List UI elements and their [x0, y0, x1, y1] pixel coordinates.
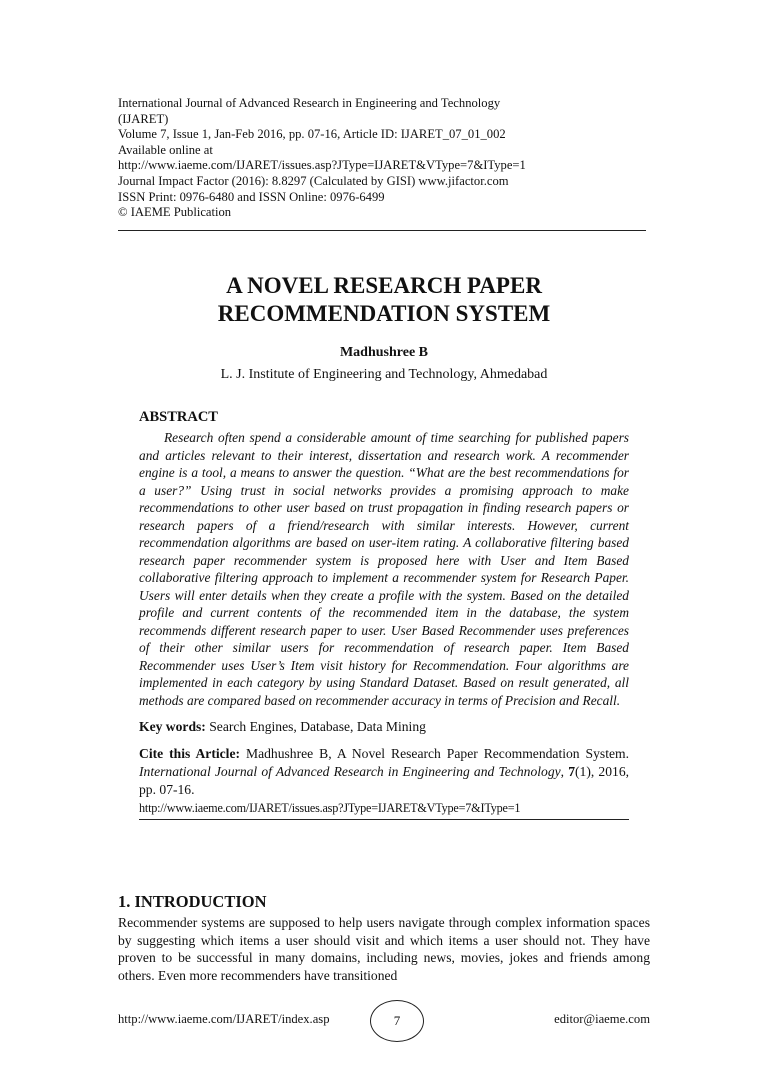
abstract-body: Research often spend a considerable amount of time searching for published papers and articles relevant to their interest, dissertation and research work. A recommender engine is a tool, a means to answer the question. “What are the best recommendations for a user?” Using trust in social networks provides a promising approach to make recommendations to other user based on trust propagation in finding research papers or research papers of a friend/research with similar interests. However, current recommendation algorithms are based on user-item rating. A collaborative filtering based research paper recommender system is proposed here with User and Item Based collaborative filtering approach to implement a recommender system for Research Paper. Users will enter details when they create a profile with the system. Based on the detailed profile and current contents of the recommended item in the database, the system recommends different research paper to user. User Based Recommender uses preferences of their other similar users for recommendation of research paper. Item Based Recommender uses User’s Item visit history for Recommendation. Four algorithms are implemented in each category by using Standard Dataset. Based on result generated, all methods are compared based on recommender accuracy in terms of Precision and Recall.: [139, 430, 629, 708]
cite-url[interactable]: http://www.iaeme.com/IJARET/issues.asp?JType=IJARET&VType=7&IType=1: [139, 801, 521, 815]
title-line-2: RECOMMENDATION SYSTEM: [217, 301, 551, 326]
cite-text: Madhushree B, A Novel Research Paper Recommendation System.: [245, 746, 629, 761]
journal-abbrev: (IJARET): [118, 111, 169, 126]
author-name: Madhushree B: [339, 345, 429, 360]
journal-name: International Journal of Advanced Research in Engineering and Technology: [118, 96, 501, 110]
page-footer: [118, 1000, 650, 1040]
keywords: [139, 718, 629, 736]
journal-header: [118, 96, 646, 231]
journal-url[interactable]: http://www.iaeme.com/IJARET/issues.asp?JType=IJARET&VType=7&IType=1: [118, 158, 526, 173]
paper-title: [118, 272, 650, 328]
keywords-label: Key words:: [139, 719, 206, 734]
introduction-section: [118, 892, 650, 984]
abstract-section: [139, 408, 629, 820]
available-online: Available online at: [118, 142, 213, 157]
page-number: 7: [370, 1000, 424, 1042]
introduction-body: Recommender systems are supposed to help users navigate through complex information spaces by suggesting which items a user should visit and which items a user should not. They have proven to be successful in many domains, including news, movies, jokes and friends among others. Even more recommenders have transitioned: [118, 915, 650, 983]
cite-label: Cite this Article:: [139, 746, 241, 761]
impact-factor: Journal Impact Factor (2016): 8.8297 (Calculated by GISI) www.jifactor.com: [118, 173, 509, 188]
issn-info: ISSN Print: 0976-6480 and ISSN Online: 0976-6499: [118, 189, 385, 204]
cite-issue: (1), 2016, pp. 07-16.: [139, 764, 630, 797]
publisher: © IAEME Publication: [118, 205, 232, 220]
citation-divider: [139, 819, 629, 820]
abstract-heading: ABSTRACT: [139, 409, 218, 425]
citation: Cite this Article: Madhushree B, A Novel Research Paper Recommendation System. International Journal of Advanced Research in Engineering and Technology, 7(1), 2016, pp. 07-16. http://www.iaeme.com/IJARET/issues.asp?JType=IJARET&VType=7&IType=1: [139, 746, 630, 815]
cite-journal: International Journal of Advanced Research in Engineering and Technology: [139, 764, 561, 779]
volume-info: Volume 7, Issue 1, Jan-Feb 2016, pp. 07-16, Article ID: IJARET_07_01_002: [118, 127, 506, 142]
header-divider: [118, 230, 646, 231]
keywords-text: Search Engines, Database, Data Mining: [209, 719, 426, 734]
footer-email[interactable]: editor@iaeme.com: [554, 1012, 650, 1026]
title-line-1: A NOVEL RESEARCH PAPER: [226, 273, 542, 298]
author-affiliation: L. J. Institute of Engineering and Technology, Ahmedabad: [220, 367, 548, 382]
footer-url[interactable]: http://www.iaeme.com/IJARET/index.asp: [118, 1012, 330, 1026]
introduction-heading: 1. INTRODUCTION: [118, 892, 267, 911]
cite-volume: 7: [568, 764, 576, 779]
